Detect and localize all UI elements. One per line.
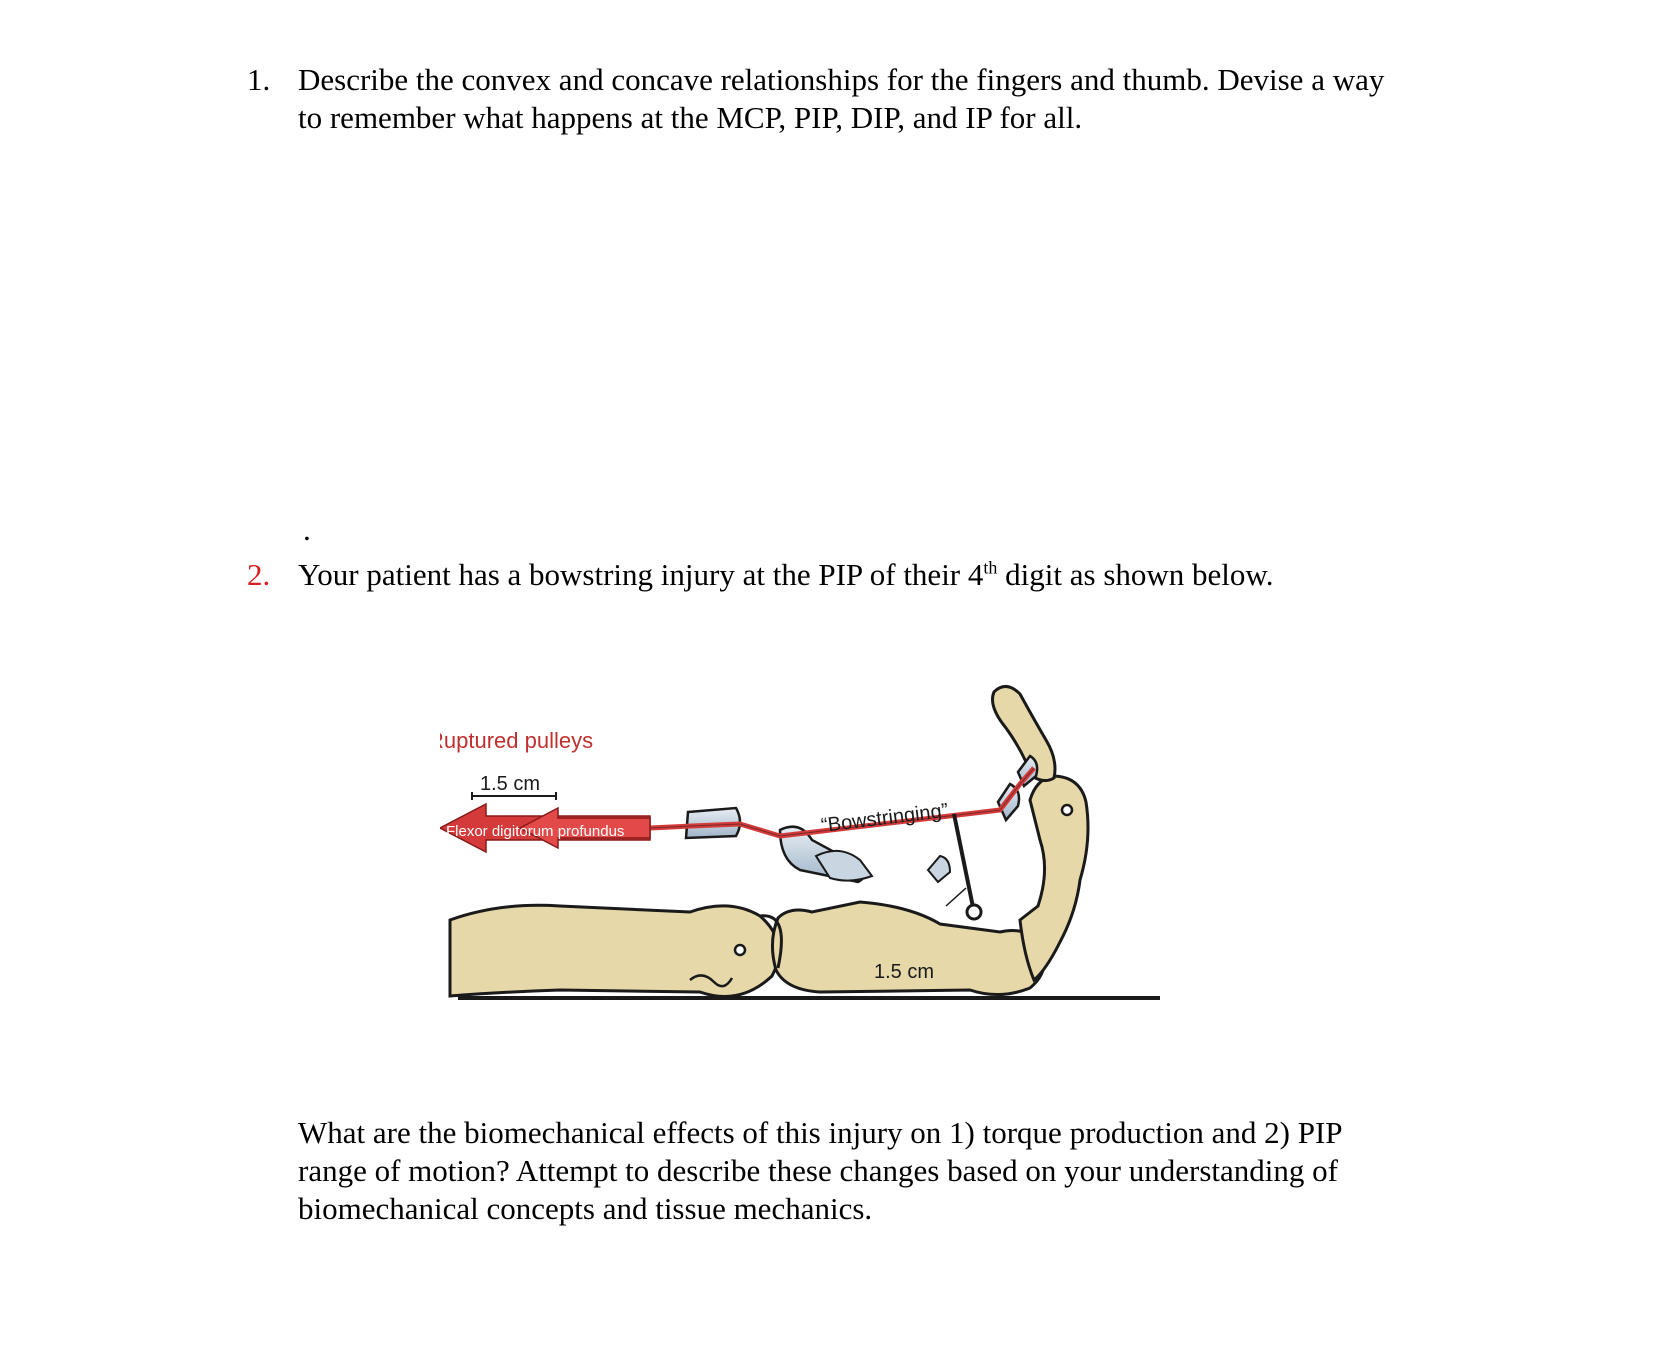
separator-dot: . bbox=[303, 512, 311, 547]
pip-axis bbox=[967, 905, 981, 919]
question-1-text bbox=[298, 61, 1498, 137]
followup-line-3: biomechanical concepts and tissue mechanics. bbox=[298, 1191, 873, 1226]
moment-arm-line bbox=[954, 814, 974, 912]
question-2-text-after: digit as shown below. bbox=[997, 557, 1274, 592]
question-2-followup bbox=[298, 1114, 1438, 1228]
tendon-label: Flexor digitorum profundus bbox=[446, 823, 625, 840]
finger-diagram-svg bbox=[440, 680, 1180, 1020]
bottom-measure-label: 1.5 cm bbox=[874, 961, 935, 983]
middle-phalanx bbox=[1020, 776, 1088, 980]
question-1-line-1: Describe the convex and concave relationships for the fingers and thumb. Devise a way bbox=[298, 62, 1385, 97]
bowstringing-label: “Bowstringing” bbox=[819, 799, 950, 837]
question-1-line-2: to remember what happens at the MCP, PIP, DIP, and IP for all. bbox=[298, 100, 1083, 135]
question-2-superscript: th bbox=[983, 557, 998, 578]
ruptured-pulleys-label: Ruptured pulleys bbox=[440, 728, 594, 753]
mcp-axis bbox=[735, 945, 745, 955]
followup-line-1: What are the biomechanical effects of this injury on 1) torque production and 2) PIP bbox=[298, 1115, 1343, 1150]
dip-axis bbox=[1062, 805, 1072, 815]
bowstring-diagram bbox=[440, 680, 1180, 1020]
followup-line-2: range of motion? Attempt to describe these changes based on your understanding of bbox=[298, 1153, 1338, 1188]
question-2-number: 2. bbox=[247, 557, 271, 592]
pulley-fragment-pip bbox=[928, 856, 950, 882]
question-2-text-before: Your patient has a bowstring injury at the PIP of their 4 bbox=[298, 557, 984, 592]
question-2-text bbox=[298, 556, 1498, 594]
top-measure-label: 1.5 cm bbox=[480, 773, 541, 795]
question-1-number: 1. bbox=[247, 62, 271, 97]
